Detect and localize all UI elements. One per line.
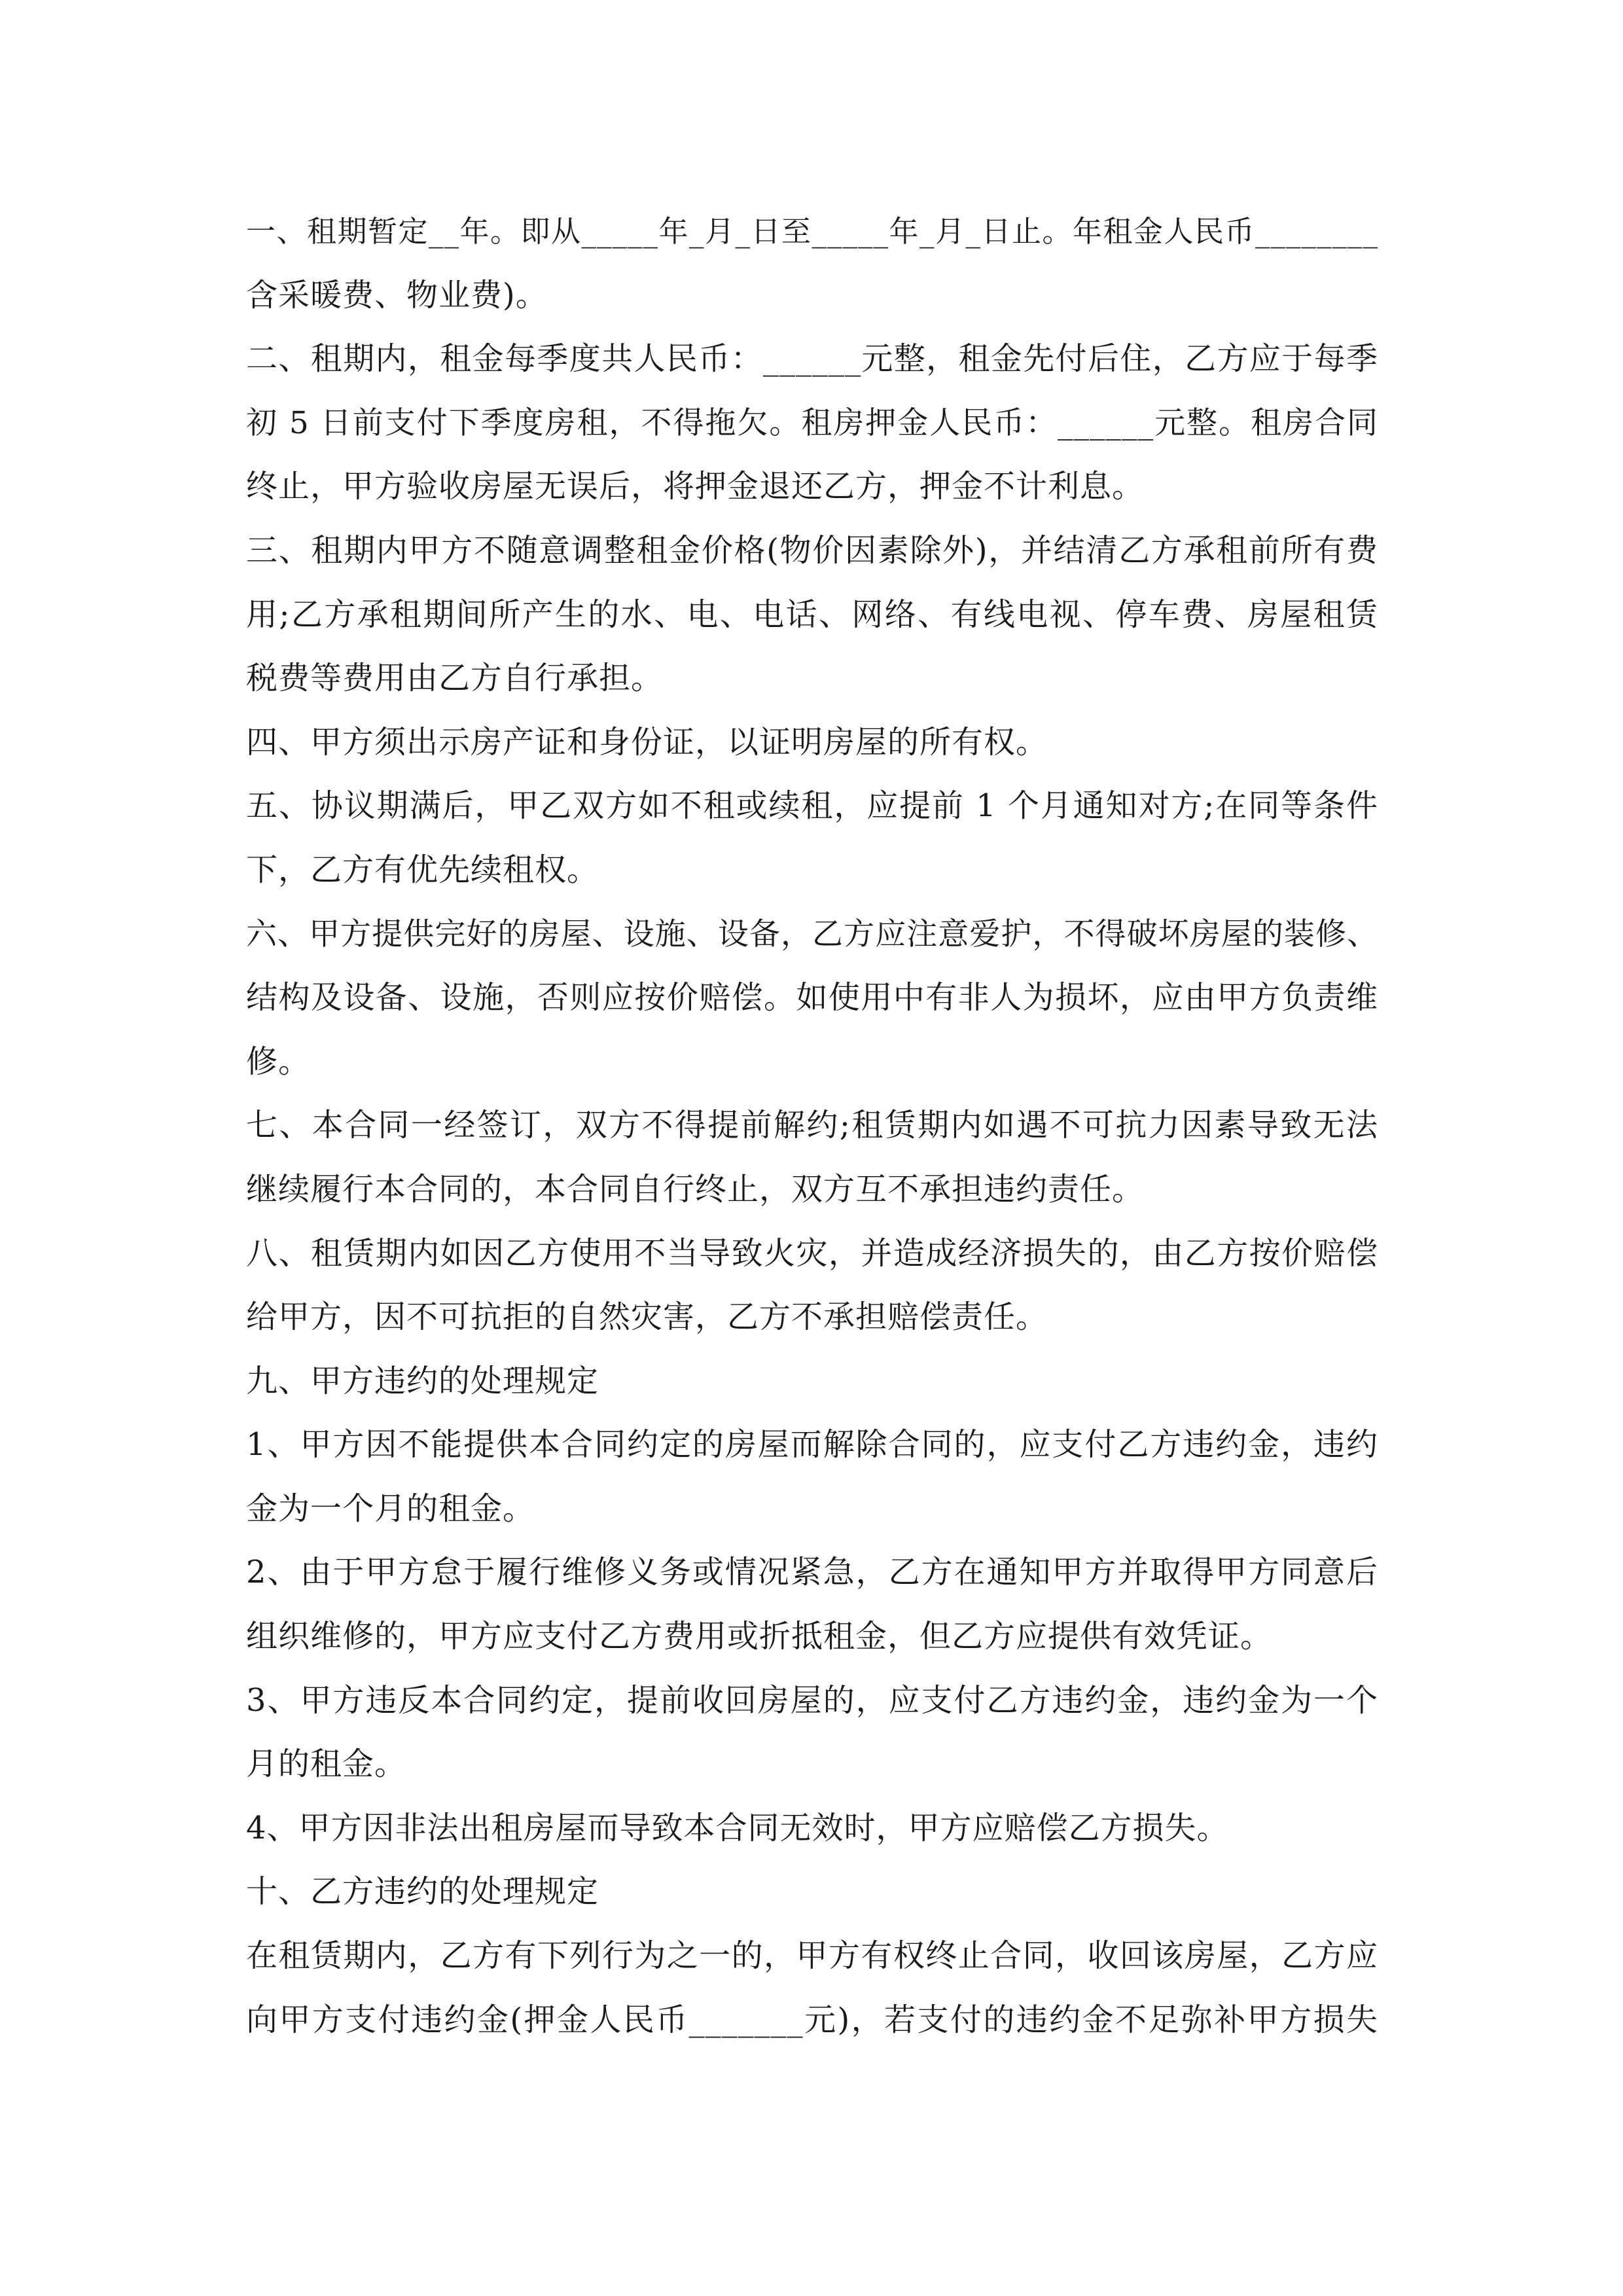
text-line: 含采暖费、物业费)。 [246, 276, 548, 314]
text-line: 修。 [246, 1043, 311, 1080]
text-line: 初 5 日前支付下季度房租，不得拖欠。租房押金人民币：______元整。租房合同 [246, 404, 1378, 441]
text-line: 三、租期内甲方不随意调整租金价格(物价因素除外)，并结清乙方承租前所有费 [246, 531, 1378, 569]
text-line: 下，乙方有优先续租权。 [246, 851, 599, 888]
text-line: 向甲方支付违约金(押金人民币_______元)，若支付的违约金不足弥补甲方损失 [246, 2001, 1378, 2038]
text-line: 金为一个月的租金。 [246, 1490, 535, 1527]
text-line: 3、甲方违反本合同约定，提前收回房屋的，应支付乙方违约金，违约金为一个 [246, 1681, 1378, 1719]
text-line: 月的租金。 [246, 1746, 407, 1783]
text-line: 四、甲方须出示房产证和身份证，以证明房屋的所有权。 [246, 723, 1048, 761]
text-line: 用;乙方承租期间所产生的水、电、电话、网络、有线电视、停车费、房屋租赁 [246, 596, 1378, 633]
text-line: 十、乙方违约的处理规定 [246, 1873, 599, 1910]
text-line: 4、甲方因非法出租房屋而导致本合同无效时，甲方应赔偿乙方损失。 [246, 1809, 1229, 1846]
text-line: 组织维修的，甲方应支付乙方费用或折抵租金，但乙方应提供有效凭证。 [246, 1618, 1273, 1655]
document-body [246, 200, 1378, 2052]
text-line: 七、本合同一经签订，双方不得提前解约;租赁期内如遇不可抗力因素导致无法 [246, 1107, 1378, 1144]
text-line: 给甲方，因不可抗拒的自然灾害，乙方不承担赔偿责任。 [246, 1299, 1048, 1336]
text-line: 结构及设备、设施，否则应按价赔偿。如使用中有非人为损坏，应由甲方负责维 [246, 979, 1378, 1016]
text-line: 终止，甲方验收房屋无误后，将押金退还乙方，押金不计利息。 [246, 468, 1145, 505]
text-line: 八、租赁期内如因乙方使用不当导致火灾，并造成经济损失的，由乙方按价赔偿 [246, 1234, 1378, 1272]
text-line: 在租赁期内，乙方有下列行为之一的，甲方有权终止合同，收回该房屋，乙方应 [246, 1937, 1378, 1975]
text-line: 1、甲方因不能提供本合同约定的房屋而解除合同的，应支付乙方违约金，违约 [246, 1426, 1378, 1463]
text-line: 五、协议期满后，甲乙双方如不租或续租，应提前 1 个月通知对方;在同等条件 [246, 787, 1378, 825]
text-line: 一、租期暂定__年。即从_____年_月_日至_____年_月_日止。年租金人民币________ [246, 214, 1378, 249]
text-line: 税费等费用由乙方自行承担。 [246, 660, 664, 697]
text-line: 二、租期内，租金每季度共人民币：______元整，租金先付后住，乙方应于每季 [246, 340, 1378, 378]
text-line: 九、甲方违约的处理规定 [246, 1362, 599, 1399]
text-line: 继续履行本合同的，本合同自行终止，双方互不承担违约责任。 [246, 1170, 1145, 1208]
text-line: 六、甲方提供完好的房屋、设施、设备，乙方应注意爱护，不得破坏房屋的装修、 [246, 916, 1378, 952]
text-line: 2、由于甲方怠于履行维修义务或情况紧急，乙方在通知甲方并取得甲方同意后 [246, 1554, 1378, 1591]
